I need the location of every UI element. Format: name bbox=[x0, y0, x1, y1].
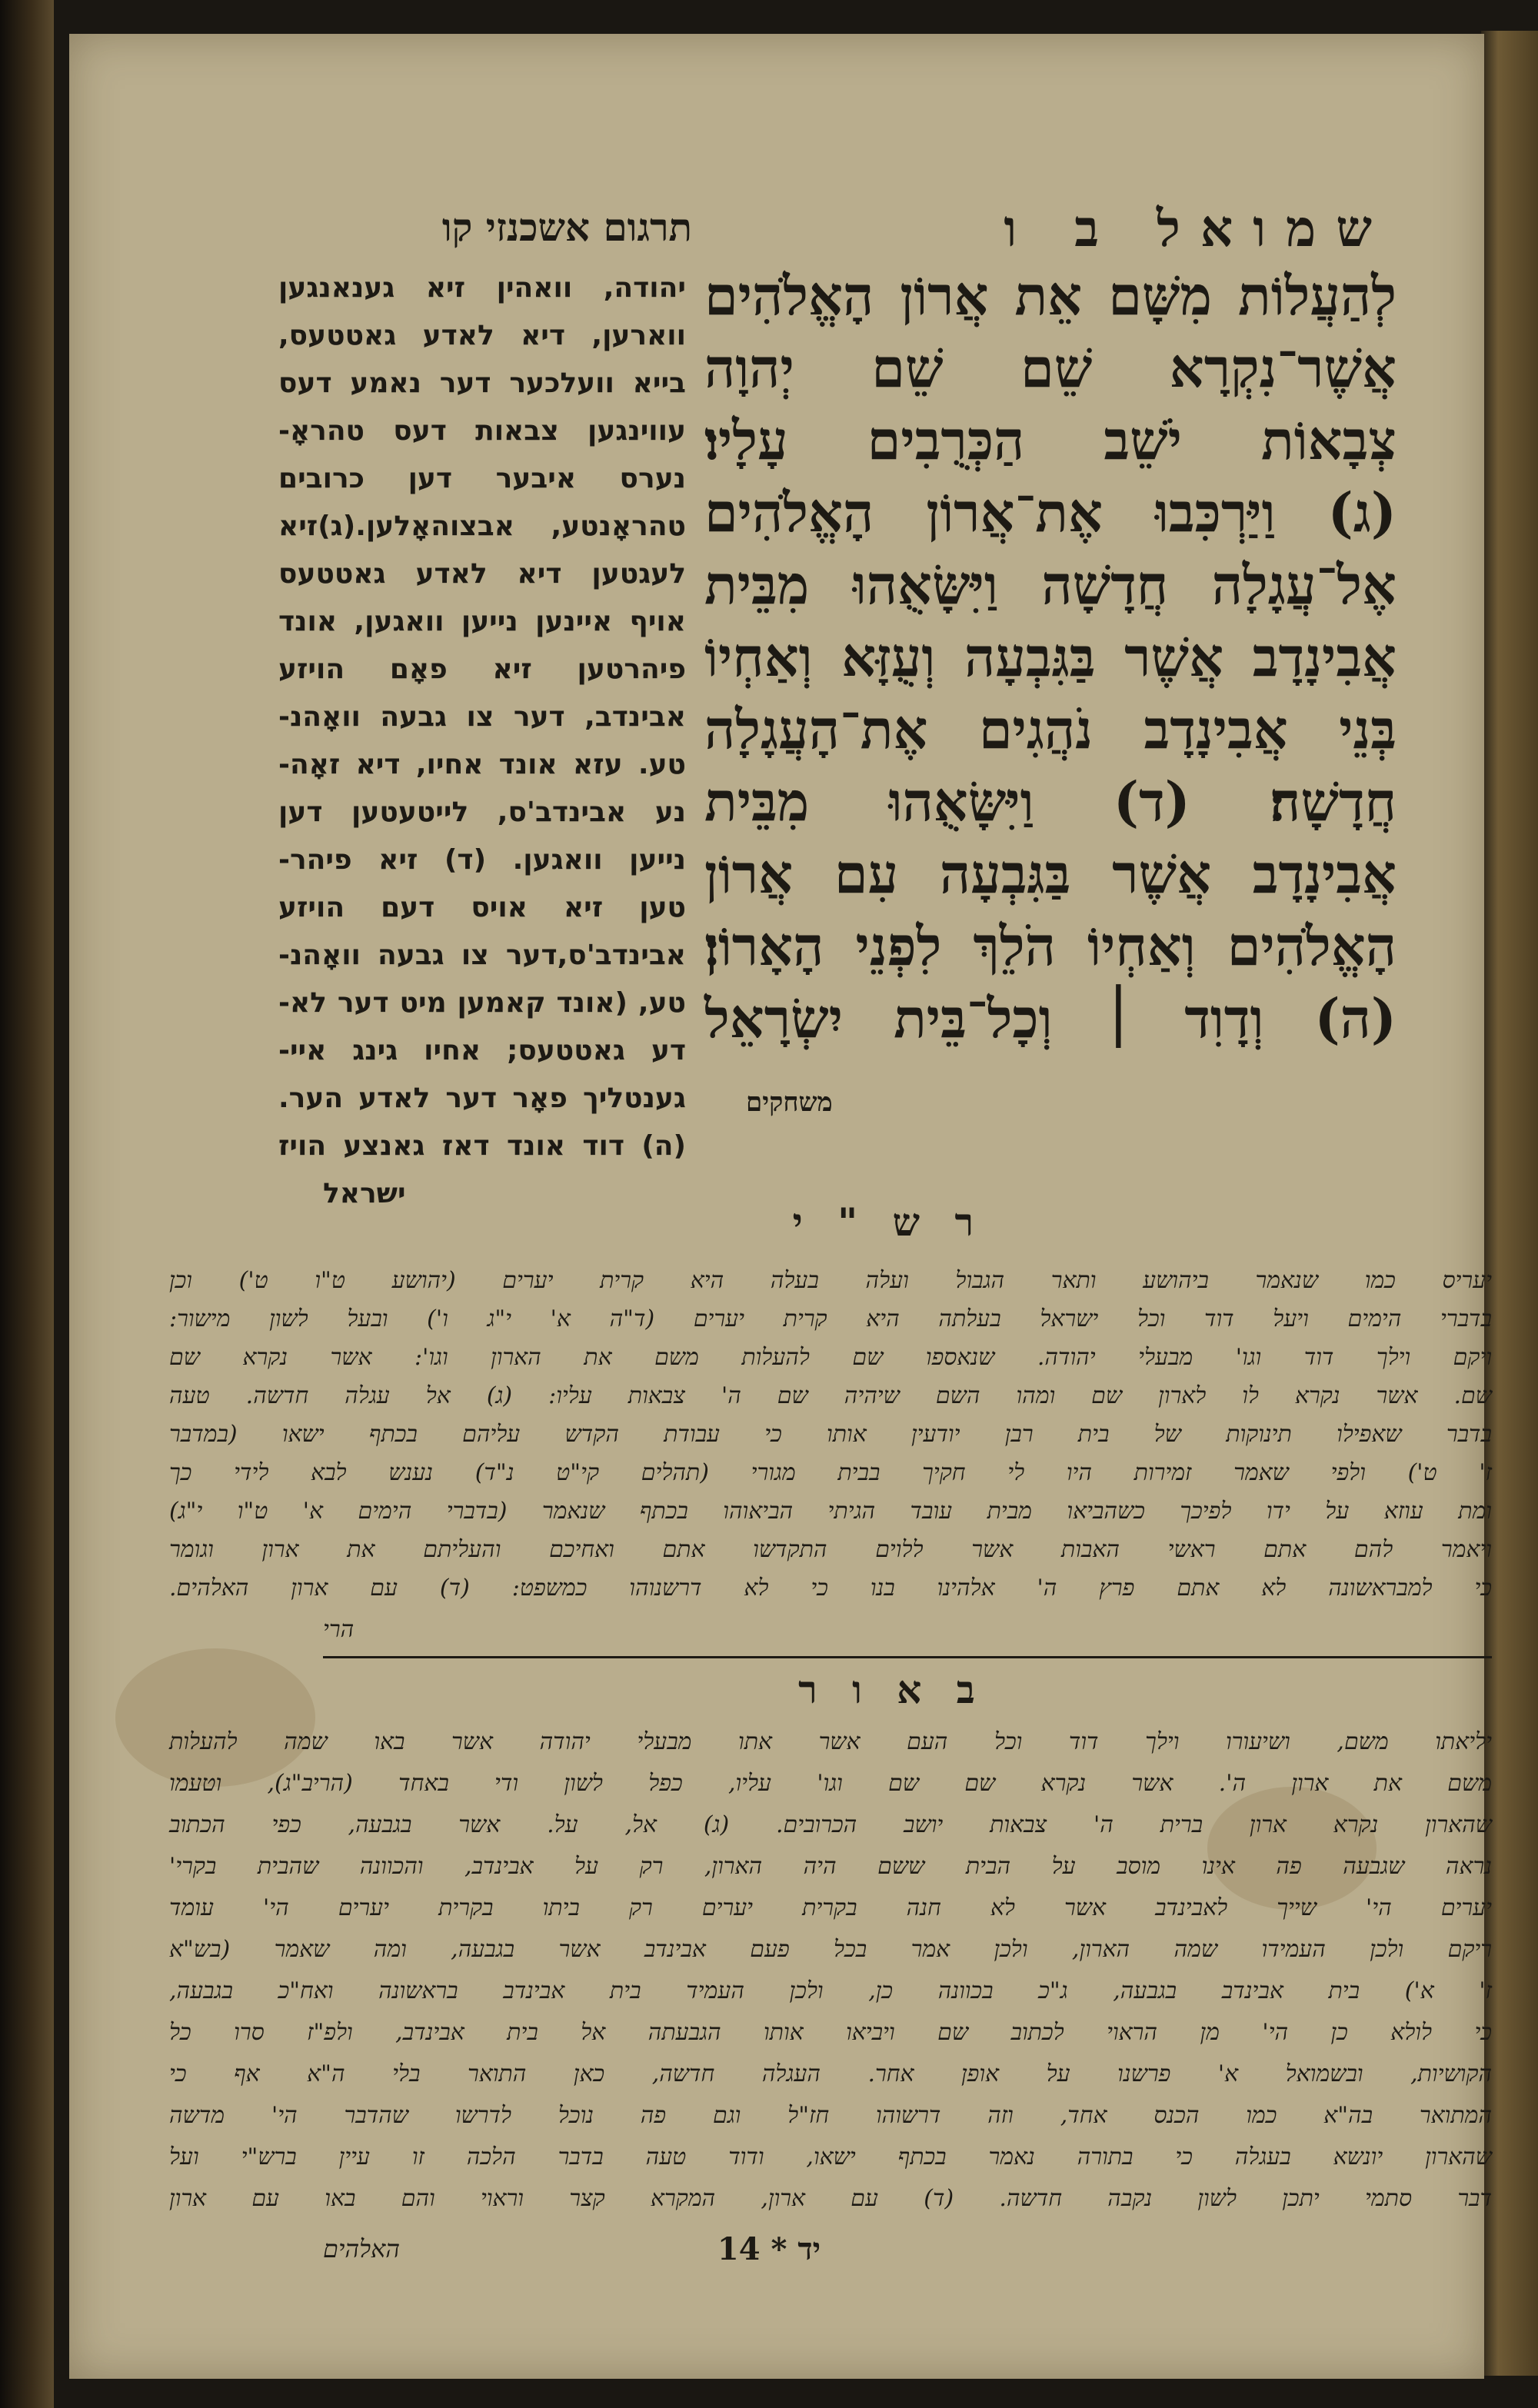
rashi-line: שם. אשר נקרא לו לארון שם ומהו השם שיהיה שם ה' צבאות עליו: (ג) אל עגלה חדשה. טעה bbox=[169, 1382, 1492, 1409]
biur-line: ז' א') בית אבינדב בגבעה, ג"כ בכוונה כן, ולכן העמיד בית אבינדב בראשונה ואח"כ בגבעה, bbox=[169, 1977, 1492, 2004]
biur-title: ב א ו ר bbox=[798, 1667, 986, 1712]
biur-line: נראה שגבעה פה אינו מוסב על הבית ששם היה הארון, רק על אבינדב, והכוונה שהבית בקרי' bbox=[169, 1853, 1492, 1880]
biur-line: כי לולא כן הי' מן הראוי לכתוב שם ויביאו אותו הגבעתה אל בית אבינדב, ולפ"ז סרו כל bbox=[169, 2019, 1492, 2046]
biblical-line: בְּנֵי אֲבִינָדָב נֹהֲגִים אֶת־הָעֲגָלָה bbox=[704, 697, 1397, 761]
biblical-line: צְבָאוֹת יֹשֵׁב הַכְּרֻבִים עָלָיו׃ bbox=[704, 408, 1397, 472]
biur-line: שהארון נקרא ארון ברית ה' צבאות יושב הכרובים. (ג) אל, על. אשר בגבעה, כפי הכתוב bbox=[169, 1811, 1492, 1838]
targum-line: דע גאטטעס; אחיו גינג איי- bbox=[278, 1035, 686, 1066]
biur-line: יערים הי' שייך לאבינדב אשר לא חנה בקרית יערים רק ביתו בקרית יערים הי' עומד bbox=[169, 1894, 1492, 1921]
targum-line: בייא וועלכער דער נאמע דעס bbox=[278, 368, 686, 399]
targum-line: נע אבינדב'ס, לייטעטען דען bbox=[278, 797, 686, 828]
biur-line: ריקם ולכן העמידו שמה הארון, ולכן אמר בכל פעם אבינדב אשר בגבעה, ומה שאמר (בש"א bbox=[169, 1936, 1492, 1963]
biur-line: שהארון יונשא בעגלה כי בתורה נאמר בכתף ישאו, ודוד טעה בדבר הלכה זו עיין ברש"י ועל bbox=[169, 2144, 1492, 2170]
section-divider bbox=[323, 1656, 1492, 1658]
biblical-catchword: משחקים bbox=[746, 1087, 833, 1118]
targum-line: טען זיא אויס דעם הויזע bbox=[278, 892, 686, 923]
targum-title: תרגום אשכנזי קו bbox=[441, 205, 692, 250]
targum-line: אבינדב'ס,דער צו גבעה וואָהנ- bbox=[278, 940, 686, 971]
biur-line: משם את ארון ה'. אשר נקרא שם שם וגו' עליו, כפל לשון ודי באחד (הריב"ג), וטעמו bbox=[169, 1770, 1492, 1797]
targum-line: (ה) דוד אונד דאז גאנצע הויז bbox=[278, 1130, 686, 1162]
biblical-line: (ה) וְדָוִד ׀ וְכָל־בֵּית יִשְׂרָאֵל bbox=[704, 986, 1397, 1050]
biblical-line: הָאֱלֹהִים וְאַחְיוֹ הֹלֵךְ לִפְנֵי הָאָרוֹן׃ bbox=[704, 914, 1397, 978]
biblical-line: לְהַעֲלוֹת מִשָּׁם אֵת אֲרוֹן הָאֱלֹהִים bbox=[704, 264, 1397, 328]
rashi-line: ויקם וילך דוד וגו' מבעלי יהודה. שנאספו שם להעלות משם את הארון וגו': אשר נקרא שם bbox=[169, 1344, 1492, 1371]
book-title: שמואל ב ו bbox=[1004, 198, 1392, 258]
targum-line: טע. עזא אונד אחיו, דיא זאָה- bbox=[278, 749, 686, 780]
biblical-line: אֲבִינָדָב אֲשֶׁר בַּגִּבְעָה וְעֻזָּא וְאַחְיוֹ bbox=[704, 625, 1397, 689]
targum-line: טע, (אונד קאמען מיט דער לא- bbox=[278, 987, 686, 1019]
targum-line: לעגטען דיא לאדע גאטטעס bbox=[278, 558, 686, 590]
rashi-line: ז' ט') ולפי שאמר זמירות היו לי חקיך בבית מגורי (תהלים קי"ט נ"ד) נענש לבא לידי כך bbox=[169, 1459, 1492, 1486]
rashi-catchword: הרי bbox=[323, 1616, 355, 1643]
book-page bbox=[69, 34, 1492, 2379]
biur-line: המתואר בה"א כמו הכנס אחד, וזה דרשוהו חז"ל וגם פה נוכל לדרשו שהדבר הי' מדשה bbox=[169, 2102, 1492, 2129]
biblical-line: (ג) וַיַּרְכִּבוּ אֶת־אֲרוֹן הָאֱלֹהִים bbox=[704, 481, 1397, 544]
targum-line: אויף איינען נייען וואגען, אונד bbox=[278, 606, 686, 637]
rashi-line: ויאמר להם אתם ראשי האבות אשר ללוים התקדשו אתם ואחיכם והעליתם את ארון וגומר bbox=[169, 1536, 1492, 1563]
biur-line: יליאתו משם, ושיעורו וילך דוד וכל העם אשר אתו מבעלי יהודה אשר באו שמה להעלות bbox=[169, 1728, 1492, 1755]
rashi-line: יעריס כמו שנאמר ביהושע ותאר הגבול ועלה בעלה היא קרית יערים (יהושע ט"ו ט') וכן bbox=[169, 1267, 1492, 1294]
biblical-line: אֲבִינָדָב אֲשֶׁר בַּגִּבְעָה עִם אֲרוֹן bbox=[704, 842, 1397, 906]
targum-catchword: ישראל bbox=[323, 1178, 406, 1209]
paper-stain bbox=[1207, 1787, 1377, 1910]
targum-line: ווארען, דיא לאדע גאטטעס, bbox=[278, 320, 686, 351]
biblical-line: אֶל־עֲגָלָה חֲדָשָׁה וַיִּשָּׂאֻהוּ מִבֵּית bbox=[704, 553, 1397, 617]
targum-line: נייען וואגען. (ד) זיא פיהר- bbox=[278, 844, 686, 876]
rashi-line: כי למבראשונה לא אתם פרץ ה' אלהינו בנו כי לא דרשנוהו כמשפט: (ד) עם ארון האלהים. bbox=[169, 1575, 1492, 1601]
rashi-title: ר ש " י bbox=[792, 1199, 984, 1245]
targum-line: גענטליך פאָר דער לאדע הער. bbox=[278, 1083, 686, 1114]
biur-line: דבר סתמי יתכן לשון נקבה חדשה. (ד) עם ארון, המקרא קצר וראוי והם באו עם ארון bbox=[169, 2185, 1492, 2212]
biblical-line: חֲדָשָׁה׃ (ד) וַיִּשָּׂאֻהוּ מִבֵּית bbox=[704, 770, 1397, 833]
signature-mark: יד * 14 bbox=[717, 2231, 821, 2267]
targum-line: נערס איבער דען כרובים bbox=[278, 463, 686, 494]
targum-line: אבינדב, דער צו גבעה וואָהנ- bbox=[278, 701, 686, 733]
targum-line: טהראָנטע, אבצוהאָלען.(ג)זיא bbox=[278, 511, 686, 542]
rashi-line: ומת עוזא על ידו לפיכך כשהביאו מבית עובד הגיתי הביאוהו בכתף שנאמר (בדברי הימים א' ט"ו י"ג) bbox=[169, 1498, 1492, 1525]
biur-line: הקושיות, ובשמואל א' פרשנו על אופן אחר. העגלה חדשה, כאן התואר בלי ה"א אף כי bbox=[169, 2060, 1492, 2087]
biblical-line: אֲשֶׁר־נִקְרָא שֵׁם שֵׁם יְהוָה bbox=[704, 336, 1397, 400]
targum-line: פיהרטען זיא פאָם הויזע bbox=[278, 654, 686, 685]
paper-stain bbox=[115, 1648, 315, 1787]
targum-line: יהודה, וואהין זיא גענאנגען bbox=[278, 272, 686, 304]
biur-catchword: האלהים bbox=[323, 2234, 401, 2263]
rashi-line: בדברי הימים ויעל דוד וכל ישראל בעלתה היא קרית יערים (ד"ה א' י"ג ו') ובעל לשון מישור: bbox=[169, 1305, 1492, 1332]
book-spine bbox=[0, 0, 54, 2408]
targum-line: עווינגען צבאות דעס טהראָ- bbox=[278, 415, 686, 447]
rashi-line: בדבר שאפילו תינוקות של בית רבן יודעין אותו כי עבודת הקדש עליהם בכתף ישאו (במדבר bbox=[169, 1421, 1492, 1448]
